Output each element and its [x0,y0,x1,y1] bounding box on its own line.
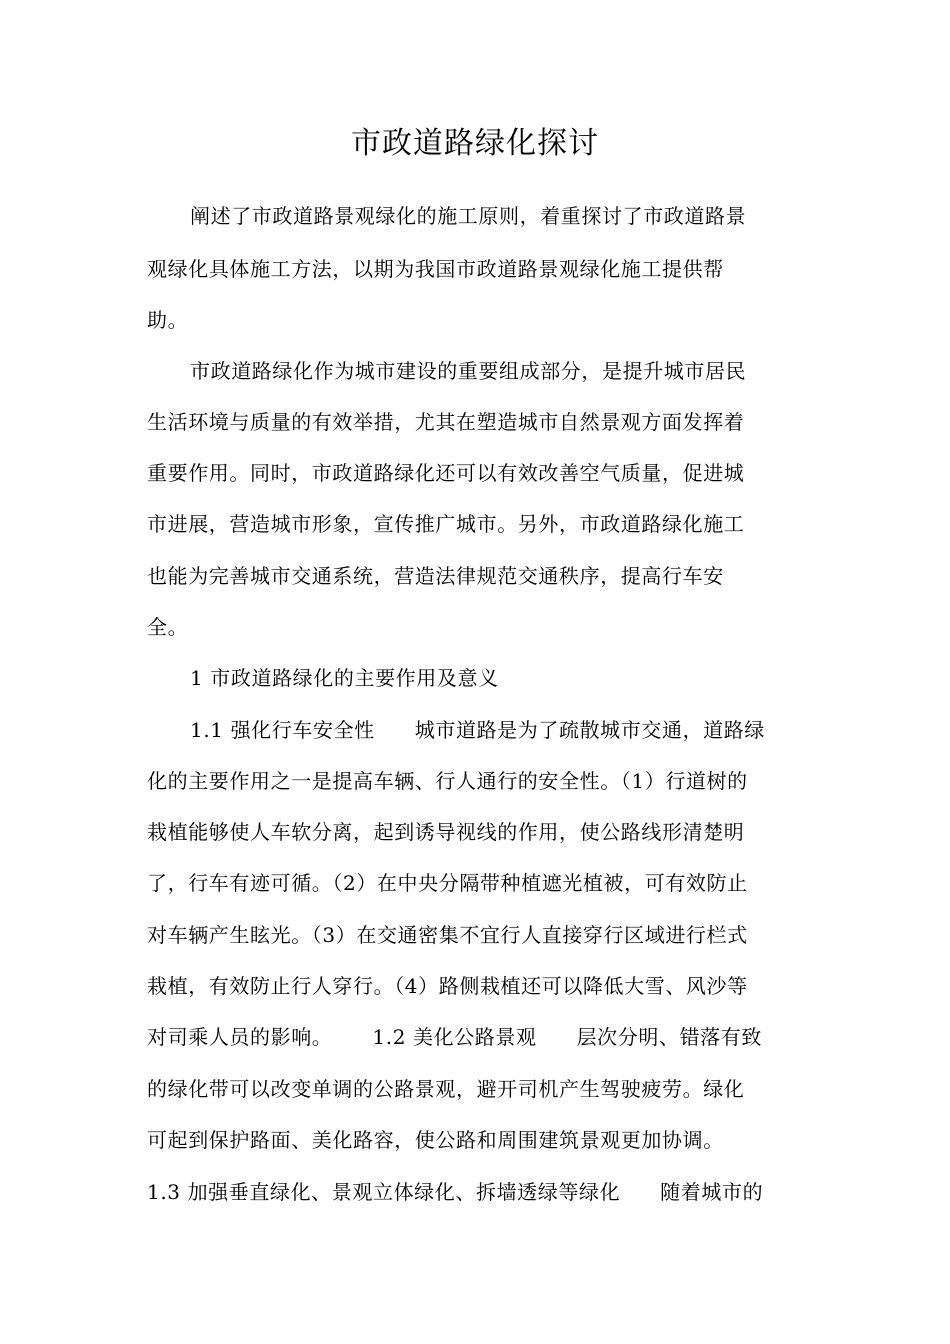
paragraph-line: 了，行车有迹可循。（2）在中央分隔带种植遮光植被，可有效防止 [147,871,748,895]
paragraph-line [147,1178,827,1206]
section-heading: 1 市政道路绿化的主要作用及意义 [190,666,499,690]
subsection-heading: 1.3 加强垂直绿化、景观立体绿化、拆墙透绿等绿化 [147,1180,621,1204]
paragraph-line: 可起到保护路面、美化路容，使公路和周围建筑景观更加协调。 [147,1128,724,1152]
paragraph-text: 层次分明、错落有致 [576,1025,762,1049]
paragraph-line: 对车辆产生眩光。（3）在交通密集不宜行人直接穿行区域进行栏式 [147,923,748,947]
paragraph-line [147,1023,827,1051]
paragraph-line: 助。 [147,308,189,332]
subsection-heading: 1.1 强化行车安全性 [190,718,375,742]
paragraph-line: 的绿化带可以改变单调的公路景观，避开司机产生驾驶疲劳。绿化 [147,1077,745,1101]
paragraph-line: 栽植，有效防止行人穿行。（4）路侧栽植还可以降低大雪、风沙等 [147,974,748,998]
paragraph-line: 市政道路绿化作为城市建设的重要组成部分，是提升城市居民 [190,359,747,383]
paragraph-line: 重要作用。同时，市政道路绿化还可以有效改善空气质量，促进城 [147,461,745,485]
paragraph-line: 栽植能够使人车软分离，起到诱导视线的作用，使公路线形清楚明 [147,820,745,844]
paragraph-line: 生活环境与质量的有效举措，尤其在塑造城市自然景观方面发挥着 [147,410,745,434]
paragraph-line: 阐述了市政道路景观绿化的施工原则，着重探讨了市政道路景 [190,204,747,228]
paragraph-line [190,716,870,744]
paragraph-line: 化的主要作用之一是提高车辆、行人通行的安全性。（1）行道树的 [147,769,748,793]
paragraph-line: 市进展，营造城市形象，宣传推广城市。另外，市政道路绿化施工 [147,512,745,536]
subsection-heading: 1.2 美化公路景观 [372,1025,537,1049]
paragraph-line: 观绿化具体施工方法，以期为我国市政道路景观绿化施工提供帮 [147,257,724,281]
paragraph-text: 随着城市的 [660,1180,764,1204]
document-title: 市政道路绿化探讨 [351,126,599,161]
paragraph-line: 全。 [147,615,189,639]
paragraph-line: 也能为完善城市交通系统，营造法律规范交通秩序，提高行车安 [147,564,724,588]
paragraph-text: 城市道路是为了疏散城市交通，道路绿 [414,718,765,742]
paragraph-text: 对司乘人员的影响。 [147,1025,333,1049]
